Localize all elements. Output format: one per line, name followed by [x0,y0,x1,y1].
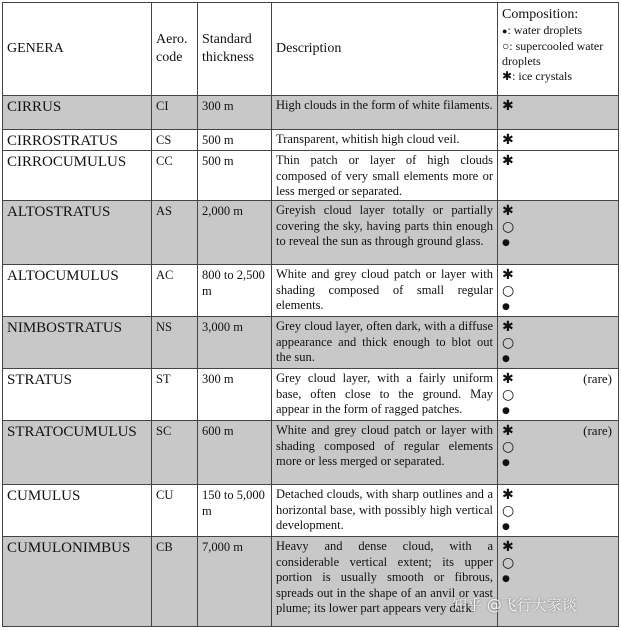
table-row [3,151,619,201]
aero-code: CI [152,96,198,130]
ice-crystal-icon: ✱ [502,267,514,283]
aero-code: AC [152,265,198,317]
supercooled-droplet-icon: ○ [502,39,510,53]
aero-code: CS [152,130,198,151]
description: High clouds in the form of white filaments. [272,96,498,130]
water-droplet-icon: ● [502,458,510,468]
header-description: Description [272,3,498,96]
standard-thickness: 300 m [198,369,272,421]
water-droplet-icon: ● [502,406,510,416]
ice-crystal-icon: ✱ [502,203,514,219]
aero-code: CB [152,537,198,627]
ice-crystal-icon: ✱ [502,423,514,439]
aero-code: CU [152,485,198,537]
genus-name: CIRRUS [3,96,152,130]
composition [498,485,619,537]
supercooled-droplet-icon: ○ [502,503,515,519]
standard-thickness: 800 to 2,500 m [198,265,272,317]
table-row [3,369,619,421]
composition [498,201,619,265]
description: Greyish cloud layer totally or partially covering the sky, having parts thin enough to reveal the sun as through ground glass. [272,201,498,265]
description: White and grey cloud patch or layer with shading composed of small regular elements. [272,265,498,317]
rare-note: (rare) [583,371,612,386]
supercooled-droplet-icon: ○ [502,219,515,235]
header-composition [498,3,619,96]
description: Transparent, whitish high cloud veil. [272,130,498,151]
legend-ice-crystals: ✱: ice crystals [502,69,573,83]
water-droplet-icon: ● [502,522,510,532]
standard-thickness: 300 m [198,96,272,130]
description: Detached clouds, with sharp outlines and a horizontal base, with possibly high vertical development. [272,485,498,537]
composition [498,369,619,421]
watermark: 知乎 @飞行大家谈 [452,596,577,614]
composition [498,96,619,130]
table-row [3,130,619,151]
supercooled-droplet-icon: ○ [502,555,515,571]
supercooled-droplet-icon: ○ [502,283,515,299]
aero-code: NS [152,317,198,369]
standard-thickness: 7,000 m [198,537,272,627]
genus-name: CIRROCUMULUS [3,151,152,201]
description: White and grey cloud patch or layer with shading composed of regular elements more or less merged or separated. [272,421,498,485]
description: Thin patch or layer of high clouds composed of very small elements more or less merged or separated. [272,151,498,201]
water-droplet-icon: ● [502,574,510,584]
cloud-genera-table [2,2,619,627]
ice-crystal-icon: ✱ [502,319,514,335]
genus-name: CUMULUS [3,485,152,537]
description: Grey cloud layer, often dark, with a diffuse appearance and thick enough to blot out the sun. [272,317,498,369]
table-row [3,421,619,485]
genus-name: CUMULONIMBUS [3,537,152,627]
ice-crystal-icon: ✱ [502,487,514,503]
header-standard-thickness: Standard thickness [198,3,272,96]
ice-crystal-icon: ✱ [502,539,514,555]
composition [498,317,619,369]
genus-name: NIMBOSTRATUS [3,317,152,369]
ice-crystal-icon: ✱ [502,98,514,114]
table-row [3,96,619,130]
ice-crystal-icon: ✱ [502,371,514,387]
legend-supercooled: ○: supercooled water droplets [502,39,604,68]
description: Grey cloud layer, with a fairly uniform base, often close to the ground. May appear in the form of ragged patches. [272,369,498,421]
standard-thickness: 150 to 5,000 m [198,485,272,537]
genus-name: STRATOCUMULUS [3,421,152,485]
standard-thickness: 600 m [198,421,272,485]
standard-thickness: 500 m [198,151,272,201]
table-row [3,485,619,537]
rare-note: (rare) [583,423,612,438]
water-droplet-icon: ● [502,302,510,312]
header-aero-code: Aero. code [152,3,198,96]
ice-crystal-icon: ✱ [502,153,514,169]
aero-code: CC [152,151,198,201]
table-row [3,201,619,265]
aero-code: ST [152,369,198,421]
description: Heavy and dense cloud, with a considerable vertical extent; its upper portion is usually smooth or fibrous, spreads out in the shape of an anvil or vast plume; its lower part appears very dark. [272,537,498,627]
standard-thickness: 2,000 m [198,201,272,265]
composition [498,151,619,201]
ice-crystal-icon: ✱ [502,69,513,83]
genus-name: ALTOCUMULUS [3,265,152,317]
supercooled-droplet-icon: ○ [502,439,515,455]
header-genera: GENERA [3,3,152,96]
genus-name: ALTOSTRATUS [3,201,152,265]
water-droplet-icon: ● [502,238,510,248]
composition-title: Composition: [502,7,579,22]
header-row [3,3,619,96]
supercooled-droplet-icon: ○ [502,335,515,351]
standard-thickness: 3,000 m [198,317,272,369]
composition [498,130,619,151]
supercooled-droplet-icon: ○ [502,387,515,403]
genus-name: CIRROSTRATUS [3,130,152,151]
standard-thickness: 500 m [198,130,272,151]
water-droplet-icon: ● [502,26,508,36]
composition [498,265,619,317]
aero-code: AS [152,201,198,265]
table-row [3,317,619,369]
ice-crystal-icon: ✱ [502,132,514,148]
aero-code: SC [152,421,198,485]
legend-water-droplets: ●: water droplets [502,23,583,37]
water-droplet-icon: ● [502,354,510,364]
genus-name: STRATUS [3,369,152,421]
table-row [3,265,619,317]
composition [498,421,619,485]
